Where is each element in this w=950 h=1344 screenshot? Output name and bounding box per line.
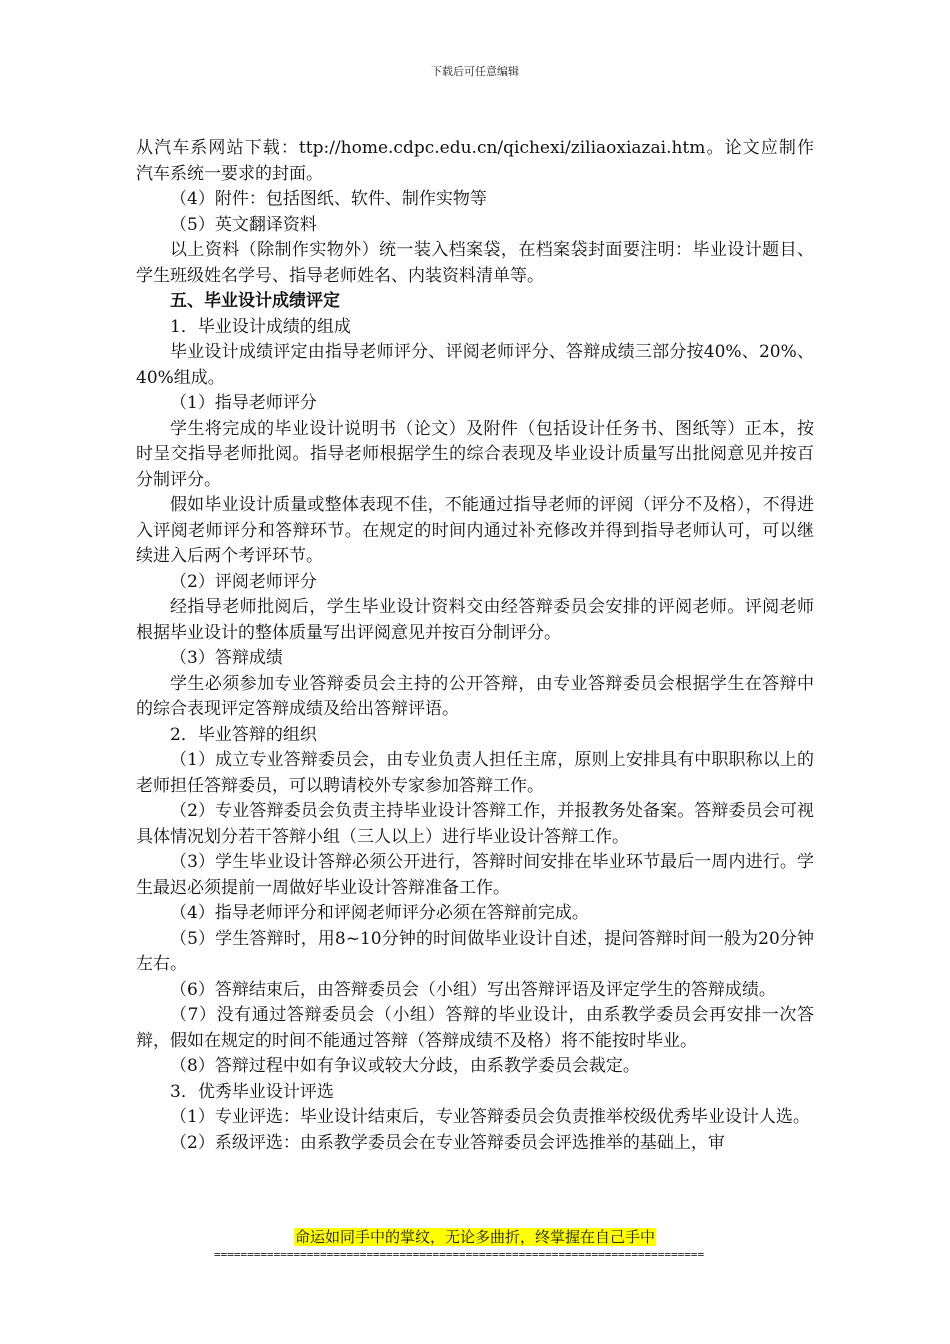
- paragraph: 学生必须参加专业答辩委员会主持的公开答辩，由专业答辩委员会根据学生在答辩中的综合表现评定答辩成绩及给出答辩评语。: [136, 673, 814, 719]
- section-heading: 五、毕业设计成绩评定: [170, 291, 340, 311]
- paragraph: （1）成立专业答辩委员会，由专业负责人担任主席，原则上安排具有中职职称以上的老师担任答辩委员，可以聘请校外专家参加答辩工作。: [136, 750, 814, 796]
- paragraph: 2．毕业答辩的组织: [170, 724, 317, 745]
- paragraph: （8）答辩过程中如有争议或较大分歧，由系教学委员会裁定。: [170, 1056, 640, 1076]
- paragraph: （4）指导老师评分和评阅老师评分必须在答辩前完成。: [170, 903, 589, 923]
- footer-motto: [0, 1227, 950, 1247]
- document-body: [136, 136, 814, 1156]
- paragraph: （3）答辩成绩: [170, 648, 283, 668]
- paragraph: （2）评阅老师评分: [170, 571, 317, 592]
- paragraph: （5）学生答辩时，用8~10分钟的时间做毕业设计自述，提问答辩时间一般为20分钟左右。: [136, 928, 814, 974]
- paragraph: 经指导老师批阅后，学生毕业设计资料交由经答辩委员会安排的评阅老师。评阅老师根据毕业设计的整体质量写出评阅意见并按百分制评分。: [136, 597, 814, 643]
- paragraph: （1）专业评选：毕业设计结束后，专业答辩委员会负责推举校级优秀毕业设计人选。: [170, 1107, 810, 1127]
- paragraph: （2）系级评选：由系教学委员会在专业答辩委员会评选推举的基础上，审: [170, 1132, 725, 1153]
- page-header: 下载后可任意编辑: [431, 65, 519, 78]
- paragraph: （2）专业答辩委员会负责主持毕业设计答辩工作，并报教务处备案。答辩委员会可视具体情况划分若干答辩小组（三人以上）进行毕业设计答辩工作。: [136, 801, 814, 847]
- paragraph: 以上资料（除制作实物外）统一装入档案袋，在档案袋封面要注明：毕业设计题目、学生班级姓名学号、指导老师姓名、内装资料清单等。: [136, 240, 814, 286]
- paragraph: （4）附件：包括图纸、软件、制作实物等: [170, 189, 487, 209]
- paragraph: 从汽车系网站下载：ttp://home.cdpc.edu.cn/qichexi/ziliaoxiazai.htm。论文应制作汽车系统一要求的封面。: [136, 138, 814, 184]
- paragraph: 毕业设计成绩评定由指导老师评分、评阅老师评分、答辩成绩三部分按40%、20%、40%组成。: [136, 342, 814, 388]
- paragraph: （5）英文翻译资料: [170, 214, 317, 235]
- paragraph: （6）答辩结束后，由答辩委员会（小组）写出答辩评语及评定学生的答辩成绩。: [170, 979, 776, 1000]
- footer-motto-text: 命运如同手中的掌纹，无论多曲折，终掌握在自己手中: [294, 1228, 655, 1246]
- paragraph: 3．优秀毕业设计评选: [170, 1081, 334, 1102]
- paragraph: （1）指导老师评分: [170, 393, 317, 413]
- paragraph: 1．毕业设计成绩的组成: [170, 316, 351, 337]
- footer-rule: ==========================================================================: [214, 1248, 705, 1261]
- paragraph: 假如毕业设计质量或整体表现不佳，不能通过指导老师的评阅（评分不及格），不得进入评阅老师评分和答辩环节。在规定的时间内通过补充修改并得到指导老师认可，可以继续进入后两个考评环节。: [136, 495, 814, 566]
- paragraph: 学生将完成的毕业设计说明书（论文）及附件（包括设计任务书、图纸等）正本，按时呈交指导老师批阅。指导老师根据学生的综合表现及毕业设计质量写出批阅意见并按百分制评分。: [136, 418, 814, 490]
- paragraph: （3）学生毕业设计答辩必须公开进行，答辩时间安排在毕业环节最后一周内进行。学生最迟必须提前一周做好毕业设计答辩准备工作。: [136, 852, 814, 898]
- paragraph: （7）没有通过答辩委员会（小组）答辩的毕业设计，由系教学委员会再安排一次答辩，假如在规定的时间不能通过答辩（答辩成绩不及格）将不能按时毕业。: [136, 1005, 814, 1051]
